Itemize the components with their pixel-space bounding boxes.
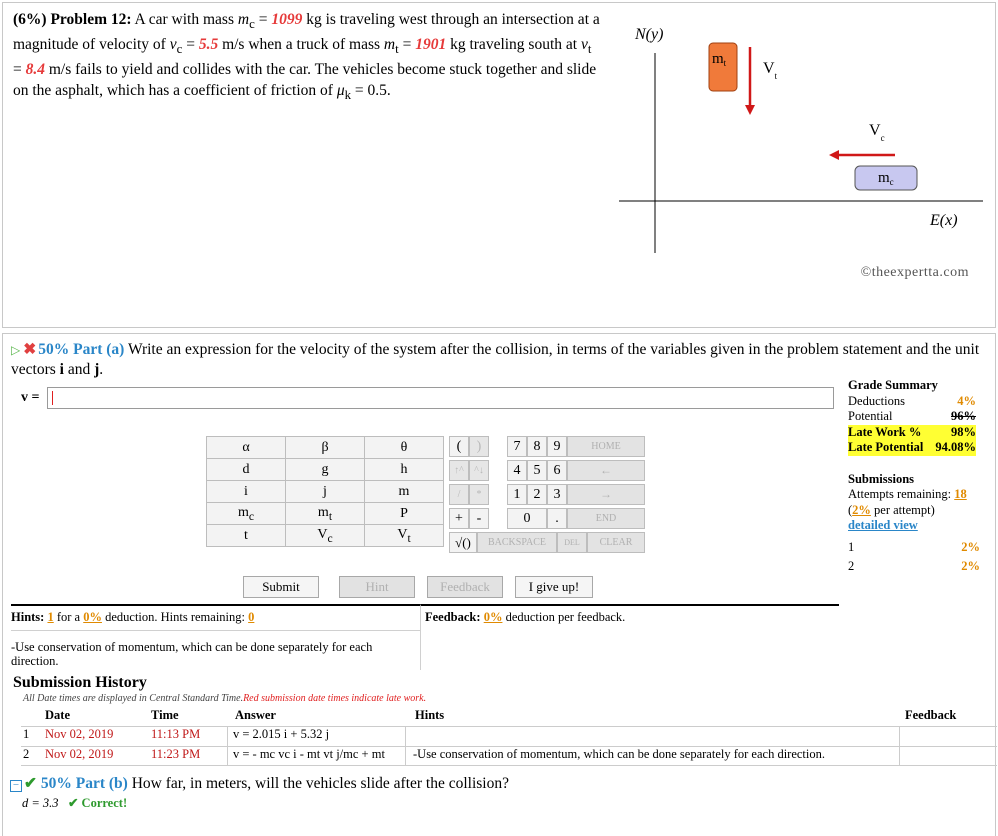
part-b-answer: d = 3.3 ✔ Correct! xyxy=(22,796,128,810)
car-label: $m_c$ xyxy=(878,170,894,187)
collapse-icon[interactable]: − xyxy=(10,780,22,792)
key-4[interactable]: 4 xyxy=(507,460,527,481)
key-theta[interactable]: θ xyxy=(365,437,444,459)
key-end[interactable]: END xyxy=(567,508,645,529)
hint-text: -Use conservation of momentum, which can be done separately for each direction. xyxy=(11,640,373,668)
truck-velocity-value: 8.4 xyxy=(25,61,45,79)
key-i[interactable]: i xyxy=(207,481,286,503)
part-b-question: − ✔ 50% Part (b) How far, in meters, will the vehicles slide after the collision? xyxy=(10,774,509,793)
answer-input[interactable] xyxy=(47,387,834,409)
key-star[interactable]: * xyxy=(469,484,489,505)
key-vt[interactable]: $V_t$ xyxy=(365,525,444,547)
part-a-percent: 50% Part (a) xyxy=(38,341,125,358)
detailed-view-link[interactable]: detailed view xyxy=(848,518,918,532)
submission-history-note: All Date times are displayed in Central Standard Time.Red submission date times indicate late work. xyxy=(23,693,427,704)
y-axis-label: N(y) xyxy=(635,26,664,43)
car-velocity-value: 5.5 xyxy=(198,36,219,54)
key-5[interactable]: 5 xyxy=(527,460,547,481)
hints-remaining: 0 xyxy=(248,610,255,624)
key-clear[interactable]: CLEAR xyxy=(587,532,645,553)
table-header: Date Time Answer Hints Feedback xyxy=(45,708,957,722)
problem-panel xyxy=(2,2,996,328)
key-mc[interactable]: $m_c$ xyxy=(207,503,286,525)
key-paren-open[interactable]: ( xyxy=(449,436,469,457)
key-mt[interactable]: $m_t$ xyxy=(286,503,365,525)
attempts-remaining: 18 xyxy=(954,487,967,501)
key-g[interactable]: g xyxy=(286,459,365,481)
key-8[interactable]: 8 xyxy=(527,436,547,457)
car-arrow-head xyxy=(829,150,839,160)
hint-button[interactable]: Hint xyxy=(339,576,415,598)
feedback-panel: Feedback: 0% deduction per feedback. xyxy=(421,604,839,670)
key-up[interactable]: ↑^ xyxy=(449,460,469,481)
key-minus[interactable]: - xyxy=(469,508,489,529)
correct-badge: ✔ Correct! xyxy=(67,796,128,810)
key-7[interactable]: 7 xyxy=(507,436,527,457)
problem-statement: (6%) Problem 12: A car with mass $m_c = 1099$ kg is traveling west through an intersection at a magnitude of velocity of $v_c = 5.5$ m/s when a truck of mass $m_t = 1901$ kg traveling south at $v_t = 8.4$ m/s fails to yield and collides with the car. The vehicles become stuck together and slide on the asphalt, which has a coefficient of friction of $\mu_k = 0.5$. xyxy=(13,11,600,103)
key-left-arrow[interactable]: ← xyxy=(567,460,645,481)
key-vc[interactable]: $V_c$ xyxy=(286,525,365,547)
grade-summary: Grade Summary Deductions 4% Potential 96% Late Work % 98% Late Potential 94.08% Submissions Attempts remaining: 18 (2% per attempt) detailed view 1 2% 2 2% xyxy=(848,378,980,573)
incorrect-x-icon: ✖ xyxy=(23,341,37,358)
key-3[interactable]: 3 xyxy=(547,484,567,505)
key-h[interactable]: h xyxy=(365,459,444,481)
hints-panel: Hints: 1 for a 0% deduction. Hints remaining: 0 -Use conservation of momentum, which can be done separately for each direction. xyxy=(11,604,421,670)
table-row: 1 Nov 02, 2019 11:13 PM v = 2.015 i + 5.32 j xyxy=(21,726,997,744)
part-a-question: ▷ ✖ 50% Part (a) Write an expression for the velocity of the system after the collision, in terms of the variables given in the problem statement and the unit vectors i and j. xyxy=(11,341,980,378)
key-dot[interactable]: . xyxy=(547,508,567,529)
key-t[interactable]: t xyxy=(207,525,286,547)
submit-button[interactable]: Submit xyxy=(243,576,319,598)
key-backspace[interactable]: BACKSPACE xyxy=(477,532,557,553)
key-m[interactable]: m xyxy=(365,481,444,503)
collision-diagram xyxy=(613,13,993,288)
key-down[interactable]: ^↓ xyxy=(469,460,489,481)
text-caret xyxy=(52,391,53,405)
key-paren-close[interactable]: ) xyxy=(469,436,489,457)
truck-velocity-label: $V_t$ xyxy=(763,60,778,81)
part-b-percent: 50% Part (b) xyxy=(40,775,128,792)
copyright: ©theexpertta.com xyxy=(860,265,969,280)
key-j[interactable]: j xyxy=(286,481,365,503)
key-9[interactable]: 9 xyxy=(547,436,567,457)
feedback-button[interactable]: Feedback xyxy=(427,576,503,598)
x-axis-label: E(x) xyxy=(930,212,958,229)
table-row: 2 Nov 02, 2019 11:23 PM v = - mc vc i - mt vt j/mc + mt -Use conservation of momentum, which can be done separately for each direction. xyxy=(21,746,997,766)
car-velocity-label: $V_c$ xyxy=(869,122,885,143)
expand-triangle-icon[interactable]: ▷ xyxy=(11,343,21,357)
truck-label: $m_t$ xyxy=(712,51,727,68)
key-alpha[interactable]: α xyxy=(207,437,286,459)
key-2[interactable]: 2 xyxy=(527,484,547,505)
hint-count: 1 xyxy=(47,610,54,624)
key-del[interactable]: DEL xyxy=(557,532,587,553)
key-slash[interactable]: / xyxy=(449,484,469,505)
problem-header: (6%) Problem 12: xyxy=(13,11,132,28)
give-up-button[interactable]: I give up! xyxy=(515,576,593,598)
truck-arrow-head xyxy=(745,105,755,115)
part-a-panel xyxy=(2,333,996,836)
key-d[interactable]: d xyxy=(207,459,286,481)
check-icon: ✔ xyxy=(24,775,37,792)
key-0[interactable]: 0 xyxy=(507,508,547,529)
key-beta[interactable]: β xyxy=(286,437,365,459)
v-input-label: v = xyxy=(21,390,40,405)
key-1[interactable]: 1 xyxy=(507,484,527,505)
keypad xyxy=(206,436,644,556)
variable-keypad xyxy=(206,436,444,547)
key-right-arrow[interactable]: → xyxy=(567,484,645,505)
hints-feedback-row xyxy=(11,604,839,670)
key-home[interactable]: HOME xyxy=(567,436,645,457)
key-6[interactable]: 6 xyxy=(547,460,567,481)
key-sqrt[interactable]: √() xyxy=(449,532,477,553)
key-P[interactable]: P xyxy=(365,503,444,525)
car-mass-value: 1099 xyxy=(271,11,303,28)
key-plus[interactable]: + xyxy=(449,508,469,529)
truck-mass-value: 1901 xyxy=(415,36,447,54)
submission-history-title: Submission History xyxy=(13,674,147,691)
